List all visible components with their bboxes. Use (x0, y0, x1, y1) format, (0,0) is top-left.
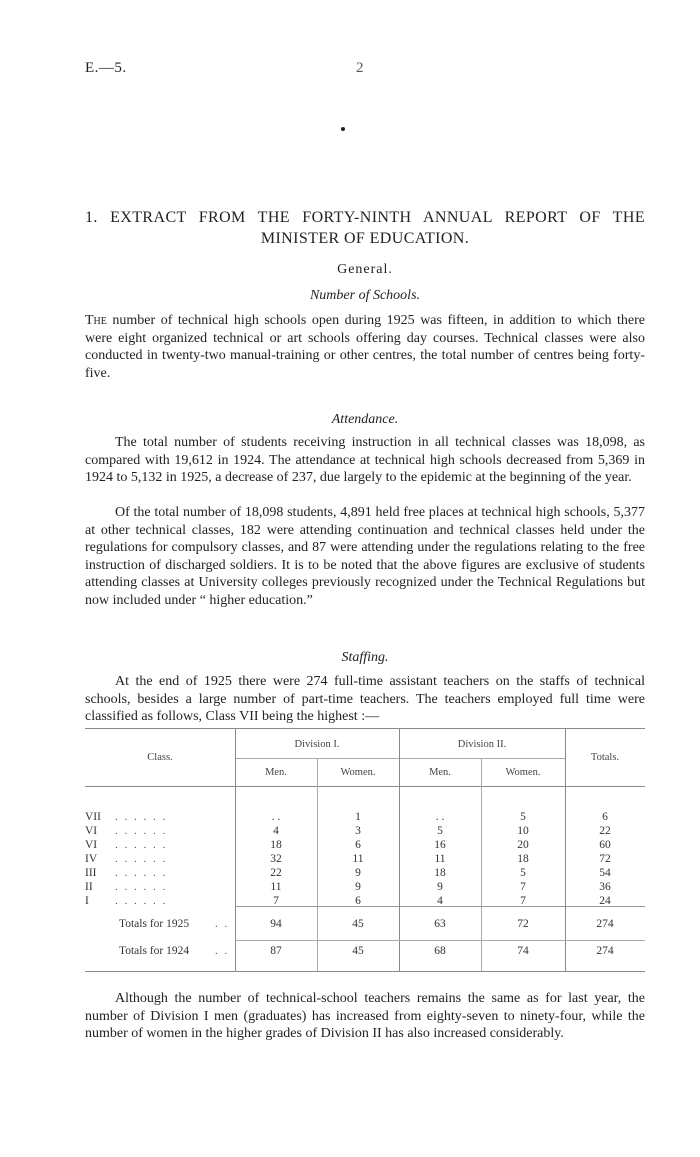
header-d1-women: Women. (340, 767, 376, 778)
row-leader: . . . . . . (115, 839, 168, 851)
cell-d1-women: 6 (355, 895, 361, 907)
header-bottom-rule (85, 786, 645, 787)
cell-total: 60 (599, 839, 611, 851)
totals-label: Totals for 1924 (119, 945, 190, 957)
cell-d1-men: 18 (270, 839, 282, 851)
totals-leader: . . (215, 945, 230, 957)
row-class: I (85, 895, 89, 907)
table-row (85, 895, 645, 910)
cell-total: 22 (599, 825, 611, 837)
cell-d1-men: 94 (270, 918, 282, 930)
row-leader: . . . . . . (115, 811, 168, 823)
row-class: II (85, 881, 93, 893)
cell-d1-women: 45 (352, 918, 364, 930)
cell-d1-women: 11 (352, 853, 364, 865)
header-class: Class. (147, 752, 173, 763)
section-general-title: General. (337, 262, 393, 277)
cell-d1-women: 3 (355, 825, 361, 837)
cell-total: 6 (602, 811, 608, 823)
heading-line-2: MINISTER OF EDUCATION. (260, 230, 470, 247)
cell-d2-men: 63 (434, 918, 446, 930)
cell-total: 54 (599, 867, 611, 879)
cell-d2-men: 4 (437, 895, 443, 907)
table-top-rule (85, 728, 645, 729)
cell-d2-men: 11 (434, 853, 446, 865)
cell-d2-men: 68 (434, 945, 446, 957)
row-leader: . . . . . . (115, 881, 168, 893)
cell-total: 72 (599, 853, 611, 865)
cell-d2-women: 72 (517, 918, 529, 930)
cell-d2-men: . . (435, 811, 445, 823)
row-class: VII (85, 811, 101, 823)
cell-d2-women: 7 (520, 881, 526, 893)
totals-row (85, 918, 645, 933)
row-leader: . . . . . . (115, 895, 168, 907)
row-class: VI (85, 825, 98, 837)
subsection-number-of-schools: Number of Schools. (309, 288, 421, 303)
table-row (85, 825, 645, 840)
table-row (85, 839, 645, 854)
document-heading (85, 207, 645, 249)
cell-d2-women: 10 (517, 825, 529, 837)
row-class: III (85, 867, 97, 879)
division-rule (235, 758, 565, 759)
cell-total: 36 (599, 881, 611, 893)
row-class: VI (85, 839, 98, 851)
header-division-1: Division I. (294, 739, 340, 750)
row-leader: . . . . . . (115, 867, 168, 879)
table-row (85, 867, 645, 882)
totals-leader: . . (215, 918, 230, 930)
paragraph-closing: Although the number of technical-school teachers remains the same as for last year, the number of Division I men (graduates) has increased from eighty-seven to ninety-four, while the number of women in the higher grades of Division II has also increased considerably. (85, 991, 645, 1042)
table-row (85, 853, 645, 868)
header-totals: Totals. (590, 752, 620, 763)
bullet-mark (341, 127, 345, 131)
cell-d2-men: 16 (434, 839, 446, 851)
cell-d1-men: 4 (273, 825, 279, 837)
cell-d2-women: 7 (520, 895, 526, 907)
cell-d1-women: 45 (352, 945, 364, 957)
cell-d1-men: 7 (273, 895, 279, 907)
table-row (85, 881, 645, 896)
totals-separator (235, 940, 645, 941)
cell-total: 274 (596, 945, 614, 957)
cell-d2-women: 20 (517, 839, 529, 851)
paragraph-body: number of technical high schools open during 1925 was fifteen, in addition to which there were eight organized technical or art schools offering day courses. Technical classes were also conducted in twenty-two manual-training or other centres, the total number of centres being forty-five. (85, 313, 645, 381)
cell-total: 274 (596, 918, 614, 930)
staffing-table (85, 728, 645, 971)
row-leader: . . . . . . (115, 825, 168, 837)
cell-total: 24 (599, 895, 611, 907)
cell-d1-women: 9 (355, 867, 361, 879)
cell-d1-women: 9 (355, 881, 361, 893)
header-d2-men: Men. (429, 767, 451, 778)
cell-d1-men: 87 (270, 945, 282, 957)
cell-d1-women: 1 (355, 811, 361, 823)
totals-row (85, 945, 645, 960)
paragraph-attendance-2: Of the total number of 18,098 students, 4,891 held free places at technical high schools, 5,377 at other technical classes, 182 were attending continuation and technical classes held under the regulations for compulsory classes, and 87 were attending under the regulations relating to the free instruction of discharged soldiers. It is to be noted that the above figures are exclusive of students attending classes at University colleges previously recognized under the Technical Regulations but now included under “ higher education.” (85, 505, 645, 608)
page-number: 2 (356, 60, 364, 76)
paragraph-attendance-1: The total number of students receiving instruction in all technical classes was 18,098, as compared with 19,612 in 1924. The attendance at technical high schools decreased from 5,369 in 1924 to 5,132 in 1925, a decrease of 237, due largely to the epidemic at the beginning of the year. (85, 435, 645, 486)
cell-d2-men: 5 (437, 825, 443, 837)
cell-d1-men: . . (271, 811, 281, 823)
totals-label: Totals for 1925 (119, 918, 190, 930)
paragraph-lead-word: The (85, 313, 107, 328)
section-staffing-title: Staffing. (341, 650, 389, 665)
header-d1-men: Men. (265, 767, 287, 778)
row-leader: . . . . . . (115, 853, 168, 865)
paragraph-staffing: At the end of 1925 there were 274 full-time assistant teachers on the staffs of technical schools, besides a large number of part-time teachers. The teachers employed full time were classified as follows, Class VII being the highest :— (85, 674, 645, 725)
heading-line-1: 1. EXTRACT FROM THE FORTY-NINTH ANNUAL REPORT OF THE (85, 209, 645, 226)
cell-d2-women: 5 (520, 811, 526, 823)
row-class: IV (85, 853, 98, 865)
cell-d1-men: 11 (270, 881, 282, 893)
table-row (85, 811, 645, 826)
cell-d1-men: 22 (270, 867, 282, 879)
header-division-2: Division II. (457, 739, 507, 750)
header-d2-women: Women. (505, 767, 541, 778)
cell-d2-men: 18 (434, 867, 446, 879)
cell-d2-men: 9 (437, 881, 443, 893)
table-bottom-rule (85, 971, 645, 972)
cell-d2-women: 5 (520, 867, 526, 879)
cell-d2-women: 18 (517, 853, 529, 865)
cell-d2-women: 74 (517, 945, 529, 957)
paragraph-number-of-schools (85, 312, 645, 382)
section-attendance-title: Attendance. (331, 412, 399, 427)
page-reference: E.—5. (85, 60, 127, 76)
cell-d1-men: 32 (270, 853, 282, 865)
cell-d1-women: 6 (355, 839, 361, 851)
